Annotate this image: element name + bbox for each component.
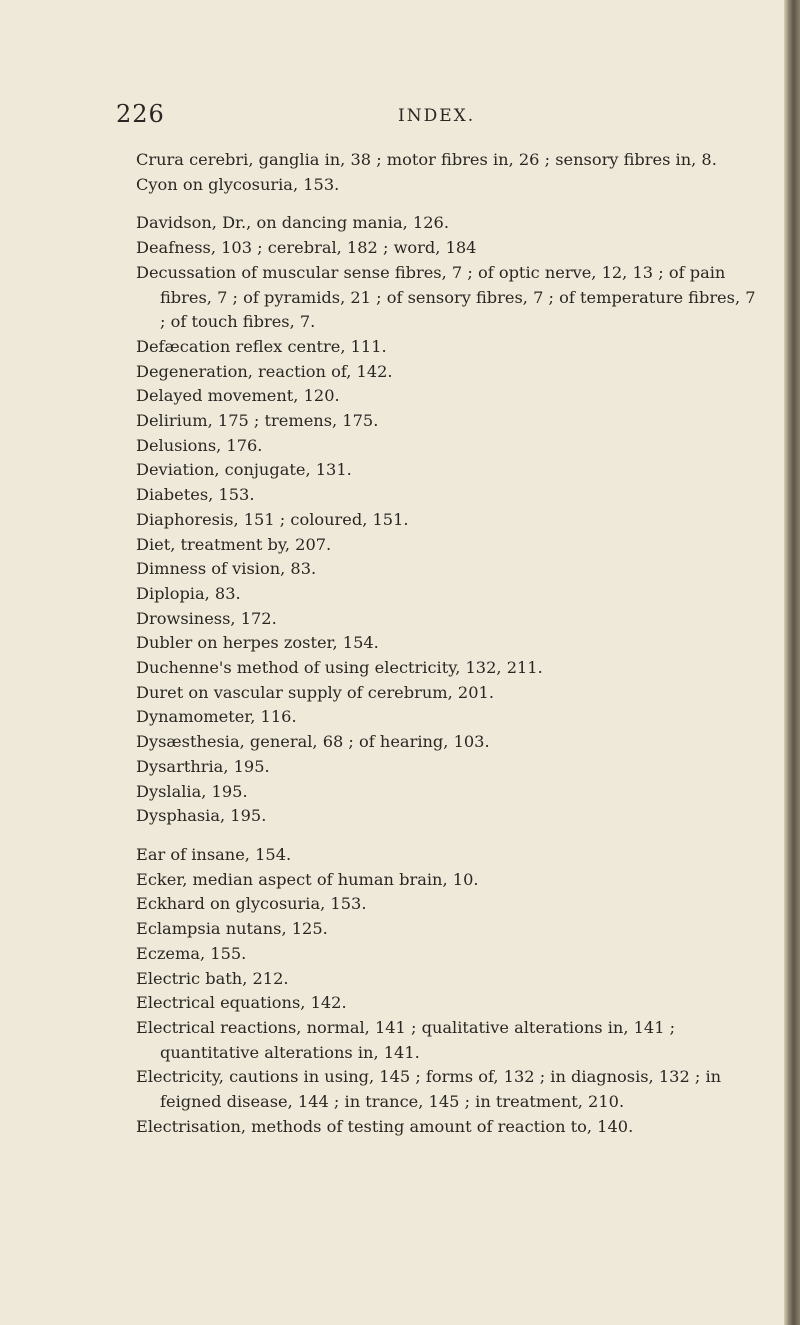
index-entry: Delirium, 175 ; tremens, 175.: [136, 411, 379, 431]
index-entry: Eczema, 155.: [136, 943, 247, 963]
index-entry: Diabetes, 153.: [136, 485, 255, 505]
index-entry: Davidson, Dr., on dancing mania, 126.: [136, 213, 449, 233]
index-entry: Crura cerebri, ganglia in, 38 ; motor fibres in, 26 ; sensory fibres in, 8.: [136, 150, 717, 169]
page-header: [0, 100, 786, 134]
index-entry: Electricity, cautions in using, 145 ; forms of, 132 ; in diagnosis, 132 ; in feigned disease, 144 ; in trance, 145 ; in treatment, 210.: [136, 1067, 722, 1112]
index-entry: Diaphoresis, 151 ; coloured, 151.: [136, 509, 409, 529]
index-entry: Dubler on herpes zoster, 154.: [136, 633, 379, 653]
index-entry: Deviation, conjugate, 131.: [136, 460, 352, 480]
index-entry: Drowsiness, 172.: [136, 608, 277, 628]
index-entry: Dyslalia, 195.: [136, 781, 248, 801]
index-entry: Degeneration, reaction of, 142.: [136, 361, 393, 381]
index-entry: Defæcation reflex centre, 111.: [136, 336, 387, 356]
index-entry: Electrical reactions, normal, 141 ; qualitative alterations in, 141 ; quantitative alterations in, 141.: [136, 1017, 676, 1062]
index-entry: Diet, treatment by, 207.: [136, 534, 332, 554]
index-entry: Electric bath, 212.: [136, 968, 289, 988]
index-entry: Electrisation, methods of testing amount of reaction to, 140.: [136, 1116, 634, 1136]
index-entry: Delayed movement, 120.: [136, 386, 340, 406]
index-entry: Dimness of vision, 83.: [136, 559, 317, 579]
index-entry: Deafness, 103 ; cerebral, 182 ; word, 184: [136, 238, 477, 258]
book-binding-edge: [784, 0, 800, 1325]
index-entry: Duret on vascular supply of cerebrum, 201.: [136, 682, 494, 702]
index-entry: Ecker, median aspect of human brain, 10.: [136, 869, 479, 889]
index-entry: Dysphasia, 195.: [136, 806, 267, 826]
index-entry: Dysarthria, 195.: [136, 756, 270, 776]
index-entry: Cyon on glycosuria, 153.: [136, 174, 340, 194]
index-entry: Dysæsthesia, general, 68 ; of hearing, 103.: [136, 732, 490, 752]
index-entry: Duchenne's method of using electricity, 132, 211.: [136, 658, 543, 678]
index-entry: Delusions, 176.: [136, 435, 263, 455]
index-entry: Ear of insane, 154.: [136, 844, 292, 864]
index-entry: Eclampsia nutans, 125.: [136, 919, 328, 939]
index-entries: [136, 148, 766, 1139]
running-head: INDEX.: [398, 106, 476, 126]
index-entry: Decussation of muscular sense fibres, 7 ; of optic nerve, 12, 13 ; of pain fibres, 7 ; of pyramids, 21 ; of sensory fibres, 7 ; of temperature fibres, 7 ; of touch fibres, 7.: [136, 262, 756, 332]
index-entry: Dynamometer, 116.: [136, 707, 297, 727]
index-entry: Eckhard on glycosuria, 153.: [136, 894, 367, 914]
page-number: 226: [116, 100, 165, 128]
index-entry: Diplopia, 83.: [136, 583, 241, 603]
index-entry: Electrical equations, 142.: [136, 993, 347, 1013]
